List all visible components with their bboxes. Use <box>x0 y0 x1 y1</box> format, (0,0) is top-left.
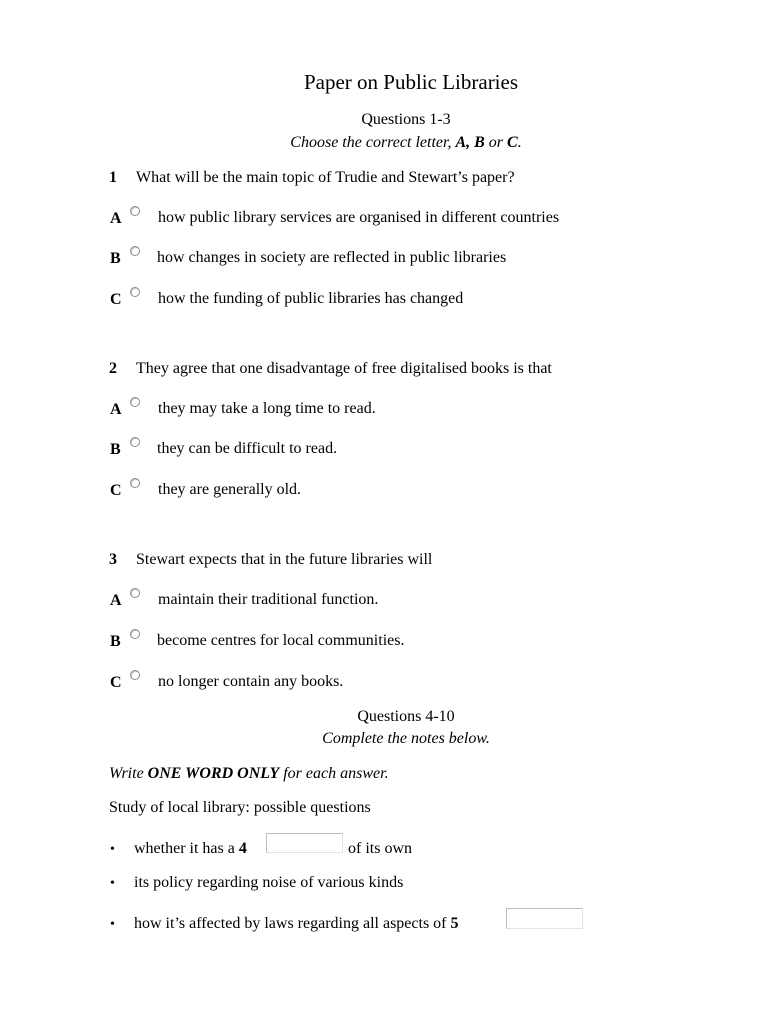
section-2-instruction: Complete the notes below. <box>322 730 490 747</box>
option-text: maintain their traditional function. <box>158 591 379 608</box>
answer-4-input[interactable] <box>266 833 343 853</box>
option-letter: B <box>110 633 121 650</box>
answer-number: 5 <box>450 915 459 932</box>
section-1-heading: Questions 1-3 <box>361 111 451 128</box>
option-letter: B <box>110 250 121 267</box>
radio-button[interactable] <box>130 287 140 297</box>
radio-button[interactable] <box>130 246 140 256</box>
question-1 <box>109 168 515 188</box>
option-letter: A <box>110 210 122 227</box>
option-text: how public library services are organised in different countries <box>158 209 560 226</box>
question-text: What will be the main topic of Trudie and Stewart’s paper? <box>136 169 515 186</box>
option-text: become centres for local communities. <box>157 632 405 649</box>
answer-number: 4 <box>238 840 247 857</box>
radio-button[interactable] <box>130 437 140 447</box>
option-letter: C <box>110 482 122 499</box>
section-2-heading: Questions 4-10 <box>357 708 455 725</box>
instruction-end: . <box>517 134 522 151</box>
option-letter: B <box>110 441 121 458</box>
question-text: They agree that one disadvantage of free digitalised books is that <box>136 360 552 377</box>
question-number: 3 <box>109 551 117 568</box>
option-letter: A <box>110 401 122 418</box>
section-1-instruction <box>0 133 768 153</box>
radio-button[interactable] <box>130 588 140 598</box>
question-number: 1 <box>109 169 117 186</box>
note-text <box>134 839 247 859</box>
question-text: Stewart expects that in the future libraries will <box>136 551 433 568</box>
radio-button[interactable] <box>130 478 140 488</box>
radio-button[interactable] <box>130 670 140 680</box>
option-text: no longer contain any books. <box>158 673 344 690</box>
option-text: they can be difficult to read. <box>157 440 338 457</box>
radio-button[interactable] <box>130 629 140 639</box>
question-3 <box>109 550 432 570</box>
option-letter: C <box>110 291 122 308</box>
option-letter: C <box>110 674 122 691</box>
bullet: • <box>110 842 115 857</box>
write-post: for each answer. <box>279 765 389 782</box>
option-text: they are generally old. <box>158 481 302 498</box>
option-text: how changes in society are reflected in public libraries <box>157 249 507 266</box>
instruction-or: or <box>484 134 508 151</box>
answer-5-input[interactable] <box>506 908 583 929</box>
page-title: Paper on Public Libraries <box>303 70 519 94</box>
option-text: how the funding of public libraries has changed <box>158 290 464 307</box>
notes-heading: Study of local library: possible questions <box>109 799 371 816</box>
note-text <box>134 914 459 934</box>
note-text-pre: how it’s affected by laws regarding all aspects of <box>134 915 451 932</box>
word-limit-instruction <box>109 764 389 784</box>
write-bold: ONE WORD ONLY <box>147 765 280 782</box>
instruction-letters: A, B <box>455 134 485 151</box>
note-text: its policy regarding noise of various kinds <box>134 874 404 891</box>
instruction-letter-c: C <box>507 134 518 151</box>
option-letter: A <box>110 592 122 609</box>
instruction-text: Choose the correct letter, <box>290 134 456 151</box>
write-pre: Write <box>109 765 148 782</box>
question-2 <box>109 359 552 379</box>
note-text-pre: whether it has a <box>134 840 239 857</box>
option-text: they may take a long time to read. <box>158 400 376 417</box>
note-text-post: of its own <box>348 840 412 857</box>
bullet: • <box>110 876 115 891</box>
radio-button[interactable] <box>130 397 140 407</box>
radio-button[interactable] <box>130 206 140 216</box>
question-number: 2 <box>109 360 117 377</box>
bullet: • <box>110 917 115 932</box>
